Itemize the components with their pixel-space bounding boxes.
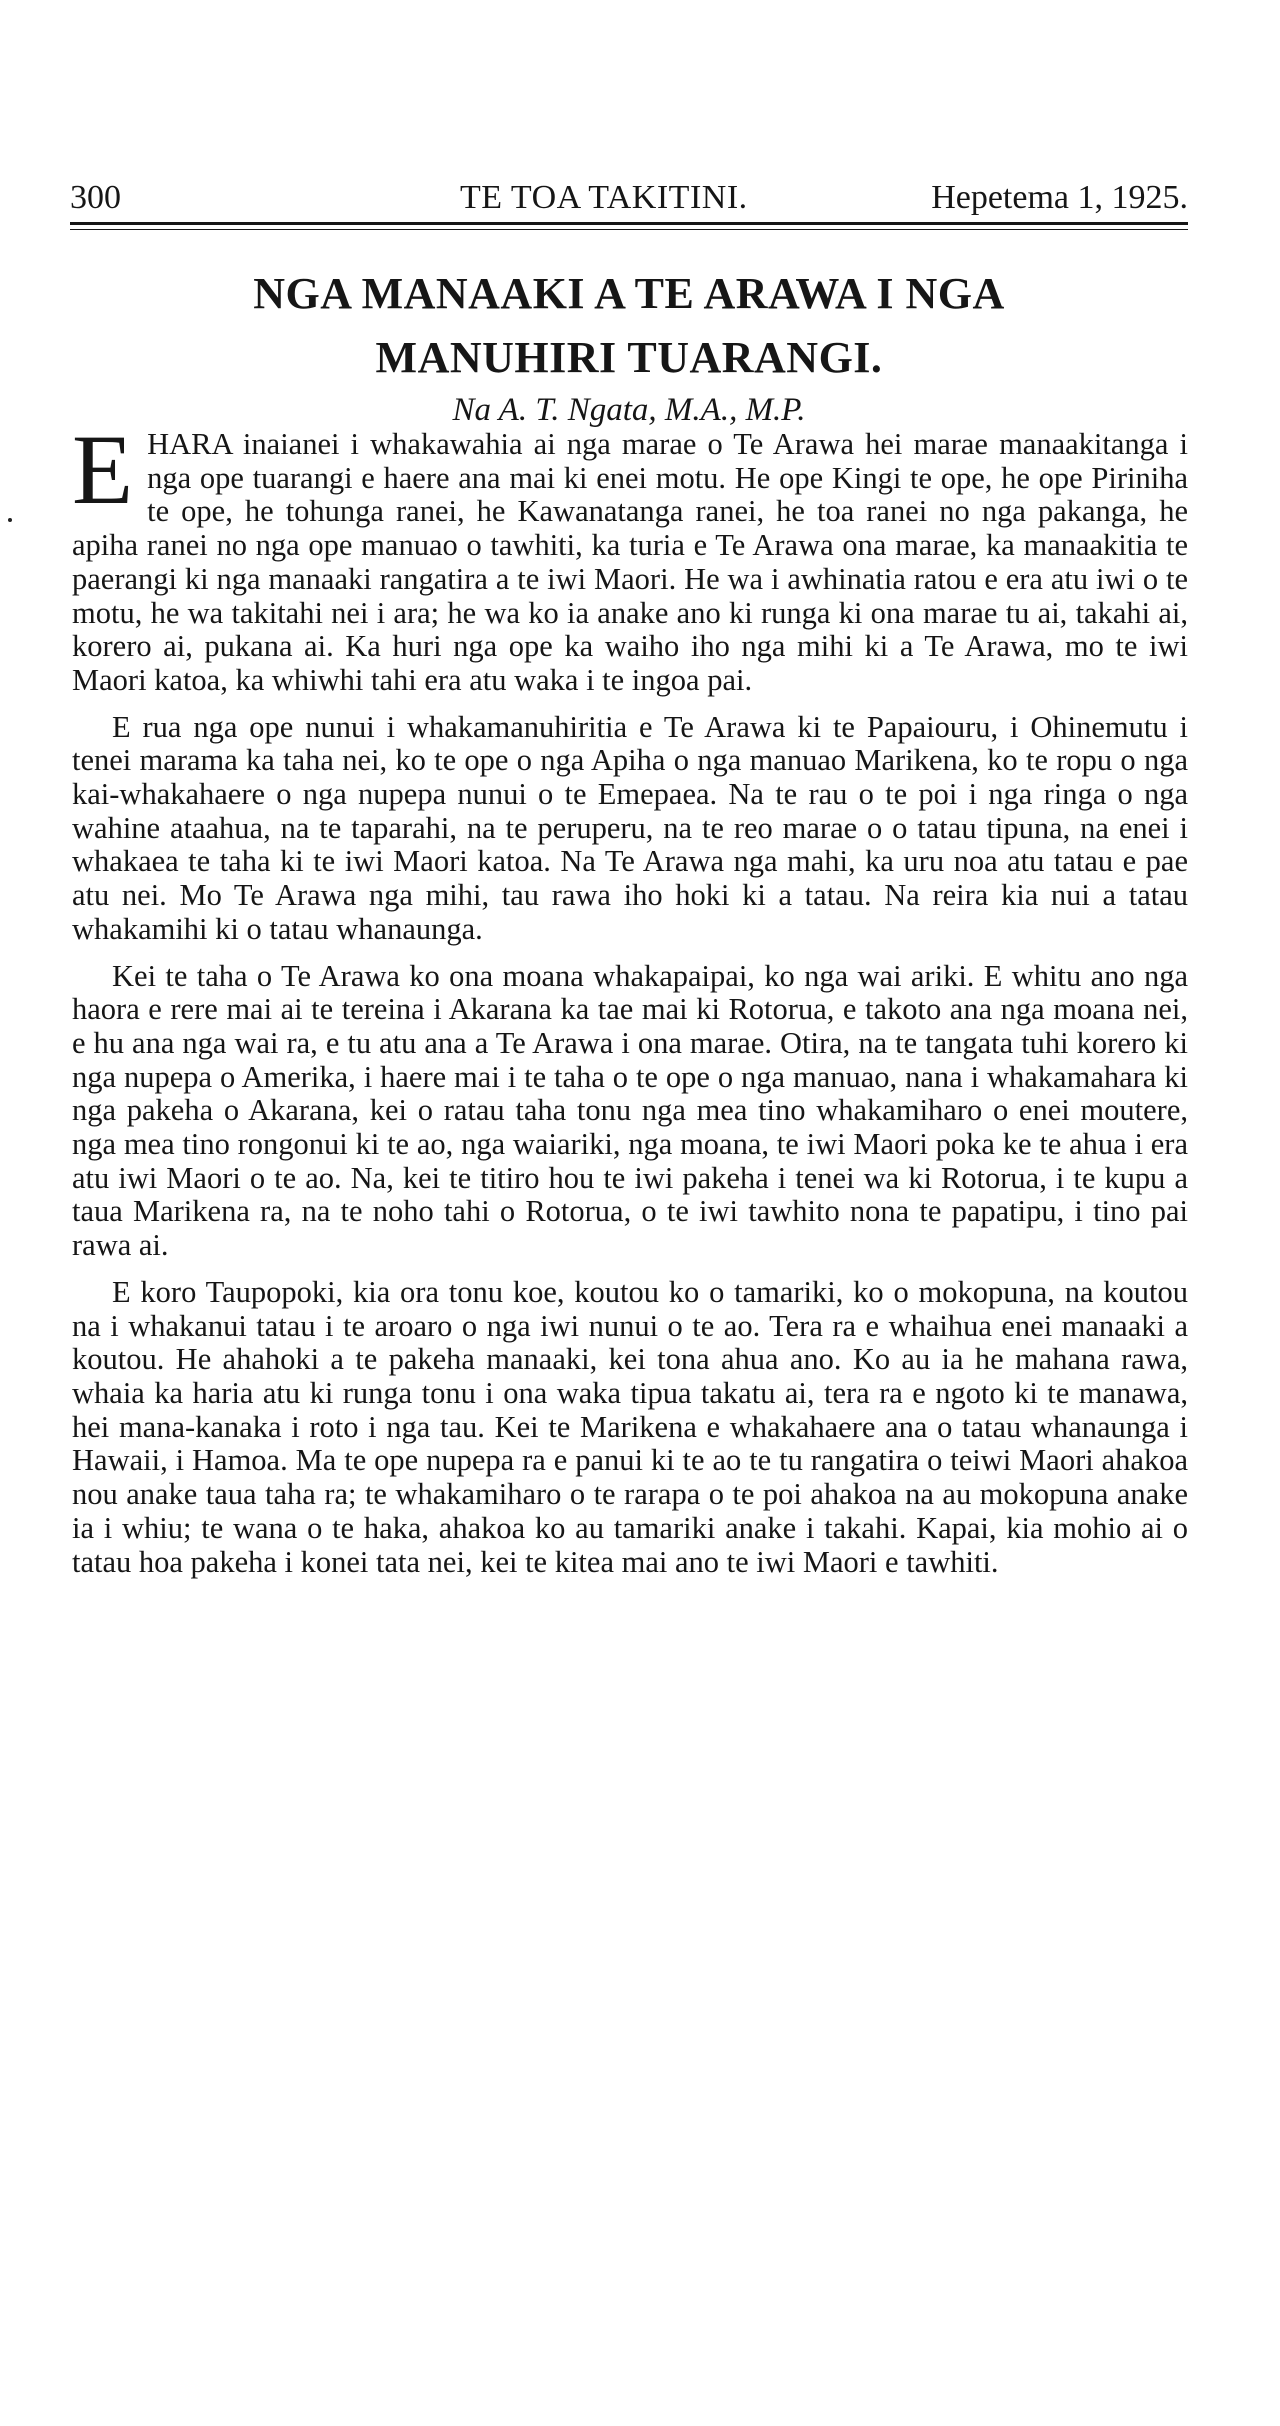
paragraph-2: E rua nga ope nunui i whakamanuhiritia e Te Arawa ki te Papaiouru, i Ohinemutu i tenei marama ka taha nei, ko te ope o nga Apiha o nga manuao Marikena, ko te ropu o nga kai-whakahaere o nga nupepa nunui o te Emepaea. Na te rau o te poi i nga ringa o nga wahine ataahua, na te taparahi, na te peruperu, na te reo marae o o tatau tipuna, na enei i whakaea te taha ki te iwi Maori katoa. Na Te Arawa nga mahi, ka uru noa atu tatau e pae atu nei. Mo Te Arawa nga mihi, tau rawa iho hoki ki a tatau. Na reira kia nui a tatau whakamihi ki o tatau whanaunga. xyxy=(72,709,1188,946)
paragraph-3: Kei te taha o Te Arawa ko ona moana whakapaipai, ko nga wai ariki. E whitu ano nga haora e rere mai ai te tereina i Akarana ka tae mai ki Rotorua, e takoto ana nga moana nei, e hu ana nga wai ra, e tu atu ana a Te Arawa i ona marae. Otira, na te tangata tuhi korero ki nga nupepa o Amerika, i haere mai i te taha o te ope o nga manuao, nana i whakamahara ki nga pakeha o Akarana, kei o ratau taha tonu nga mea tino whakamiharo o enei moutere, nga mea tino rongonui ki te ao, nga waiariki, nga moana, te iwi Maori poka ke te ahua i era atu iwi Maori o te ao. Na, kei te titiro hou te iwi pakeha i tenei wa ki Rotorua, i te kupu a taua Marikena ra, na te noho tahi o Rotorua, o te iwi tawhito nona te papatipu, i tino pai rawa ai. xyxy=(72,958,1188,1263)
drop-cap: E xyxy=(72,414,134,525)
header-rule-thick xyxy=(70,222,1188,225)
article-byline: Na A. T. Ngata, M.A., M.P. xyxy=(452,392,806,428)
journal-title: TE TOA TAKITINI. xyxy=(460,179,748,216)
header-rule-thin xyxy=(70,229,1188,230)
article-title-line-2: MANUHIRI TUARANGI. xyxy=(375,333,883,382)
article-title xyxy=(70,262,1188,390)
issue-date: Hepetema 1, 1925. xyxy=(931,179,1188,216)
article-title-line-1: NGA MANAAKI A TE ARAWA I NGA xyxy=(253,269,1005,318)
margin-dot xyxy=(8,518,12,522)
paragraph-4: E koro Taupopoki, kia ora tonu koe, koutou ko o tamariki, ko o mokopuna, na koutou na i whakanui tatau i te aroaro o nga iwi nunui o te ao. Tera ra e whaihua enei manaaki a koutou. He ahahoki a te pakeha manaaki, kei tona ahua ano. Ko au ia he mahana rawa, whaia ka haria atu ki runga tonu i ona waka tipua takatu ai, tera ra e ngoto ki te manawa, hei mana-kanaka i roto i nga tau. Kei te Marikena e whakahaere ana o tatau whanaunga i Hawaii, i Hamoa. Ma te ope nupepa ra e panui ki te ao te tu rangatira o teiwi Maori ahakoa nou anake taua taha ra; te whakamiharo o te rarapa o te poi ahakoa na au mokopuna anake ia i whiu; te wana o te haka, ahakoa ko au tamariki anake i takahi. Kapai, kia mohio ai o tatau hoa pakeha i konei tata nei, kei te kitea mai ano te iwi Maori e tawhiti. xyxy=(72,1274,1188,1579)
running-head xyxy=(70,178,1188,218)
paragraph-1 xyxy=(72,414,1188,698)
page-number: 300 xyxy=(70,179,121,216)
paragraph-1-text: HARA inaianei i whakawahia ai nga marae o Te Arawa hei marae manaakitanga i nga ope tuarangi e haere ana mai ki enei motu. He ope Kingi te ope, he ope Piriniha te ope, he tohunga ranei, he Kawanatanga ranei, he toa ranei no nga pakanga, he apiha ranei no nga ope manuao o tawhiti, ka turia e Te Arawa ona marae, ka manaakitia te paerangi ki nga manaaki rangatira a te iwi Maori. He wa i awhinatia ratou e era atu iwi o te motu, he wa takitahi nei i ara; he wa ko ia anake ano ki runga ki ona marae tu ai, takahi ai, korero ai, pukana ai. Ka huri nga ope ka waiho iho nga mihi ki a Te Arawa, mo te iwi Maori katoa, ka whiwhi tahi era atu waka i te ingoa pai. xyxy=(72,427,1188,697)
article-body xyxy=(72,414,1188,1579)
